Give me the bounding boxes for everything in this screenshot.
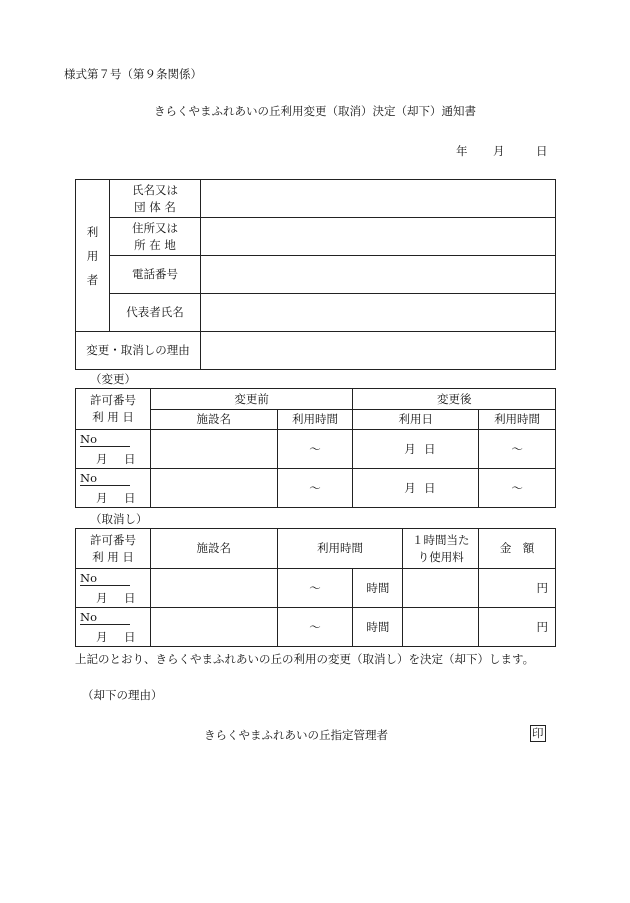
permit-no: No <box>80 432 130 447</box>
time-cell[interactable]: ～ <box>277 608 353 647</box>
change-section-label: （変更） <box>90 372 136 386</box>
time-after-header: 利用時間 <box>479 410 556 430</box>
table-row <box>76 569 556 608</box>
name-field[interactable] <box>201 180 556 218</box>
seal-mark: 印 <box>532 726 544 740</box>
permit-no: No <box>80 471 130 486</box>
date-month: 月 <box>493 144 505 158</box>
permit-cell[interactable]: No 月 日 <box>76 430 151 469</box>
applicant-section-label: 利 用 者 <box>76 180 110 332</box>
amount-cell[interactable]: 円 <box>479 608 556 647</box>
hours-cell[interactable]: 時間 <box>353 569 403 608</box>
facility-cell[interactable] <box>150 430 277 469</box>
permit-cell[interactable]: No 月 日 <box>76 608 151 647</box>
administrator-name: きらくやまふれあいの丘指定管理者 <box>204 728 388 742</box>
permit-header: 許可番号 利 用 日 <box>76 529 151 569</box>
time-header: 利用時間 <box>277 529 403 569</box>
time-cell[interactable]: ～ <box>277 569 353 608</box>
date-cell[interactable]: 月 日 <box>353 469 479 508</box>
name-label: 氏名又は 団 体 名 <box>110 180 201 218</box>
amount-cell[interactable]: 円 <box>479 569 556 608</box>
date-day: 日 <box>536 144 548 158</box>
representative-label: 代表者氏名 <box>110 294 201 332</box>
cancel-section-label: （取消し） <box>90 512 148 526</box>
address-label: 住所又は 所 在 地 <box>110 218 201 256</box>
time-cell[interactable]: ～ <box>277 430 353 469</box>
permit-no: No <box>80 571 130 586</box>
time-header: 利用時間 <box>277 410 353 430</box>
reject-reason-label: （却下の理由） <box>82 688 163 702</box>
after-header: 変更後 <box>353 389 556 410</box>
date-cell[interactable]: 月 日 <box>353 430 479 469</box>
fee-cell[interactable] <box>403 608 479 647</box>
cancel-table <box>75 528 556 647</box>
date-line <box>456 143 548 159</box>
document-title: きらくやまふれあいの丘利用変更（取消）決定（却下）通知書 <box>154 104 476 118</box>
date-header: 利用日 <box>353 410 479 430</box>
facility-cell[interactable] <box>150 569 277 608</box>
permit-cell[interactable]: No 月 日 <box>76 569 151 608</box>
address-field[interactable] <box>201 218 556 256</box>
table-row <box>76 430 556 469</box>
table-row <box>76 469 556 508</box>
applicant-table <box>75 179 556 370</box>
date-year: 年 <box>456 144 468 158</box>
facility-cell[interactable] <box>150 608 277 647</box>
fee-header: １時間当た り使用料 <box>403 529 479 569</box>
form-number: 様式第７号（第９条関係） <box>64 67 202 81</box>
time-after-cell[interactable]: ～ <box>479 430 556 469</box>
time-after-cell[interactable]: ～ <box>479 469 556 508</box>
fee-cell[interactable] <box>403 569 479 608</box>
reason-label: 変更・取消しの理由 <box>76 332 201 370</box>
permit-header: 許可番号 利 用 日 <box>76 389 151 430</box>
change-table <box>75 388 556 508</box>
time-cell[interactable]: ～ <box>277 469 353 508</box>
facility-header: 施設名 <box>150 529 277 569</box>
hours-cell[interactable]: 時間 <box>353 608 403 647</box>
facility-cell[interactable] <box>150 469 277 508</box>
representative-field[interactable] <box>201 294 556 332</box>
facility-header: 施設名 <box>150 410 277 430</box>
phone-field[interactable] <box>201 256 556 294</box>
before-header: 変更前 <box>150 389 352 410</box>
decision-statement: 上記のとおり、きらくやまふれあいの丘の利用の変更（取消し）を決定（却下）します。 <box>75 652 535 666</box>
table-row <box>76 608 556 647</box>
amount-header: 金 額 <box>479 529 556 569</box>
permit-cell[interactable]: No 月 日 <box>76 469 151 508</box>
reason-field[interactable] <box>201 332 556 370</box>
phone-label: 電話番号 <box>110 256 201 294</box>
permit-no: No <box>80 610 130 625</box>
